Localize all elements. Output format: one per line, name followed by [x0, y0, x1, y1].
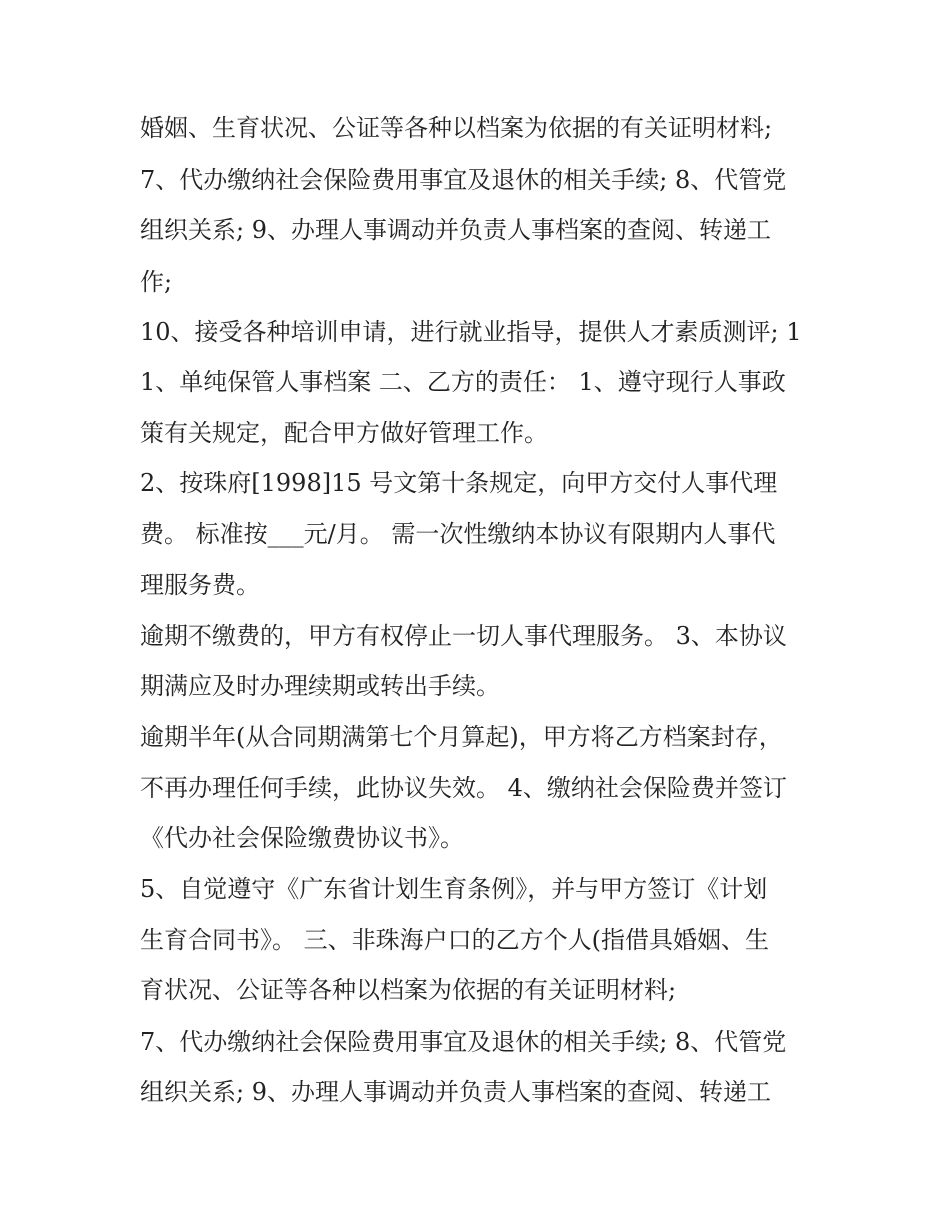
text-line: 理服务费。	[140, 571, 260, 599]
text-line: 逾期半年(从合同期满第七个月算起)，甲方将乙方档案封存，	[140, 723, 783, 751]
text-line: 策有关规定，配合甲方做好管理工作。	[140, 419, 548, 447]
text-line: 生育合同书》。 三、非珠海户口的乙方个人(指借具婚姻、生	[140, 926, 769, 954]
text-line: 7、代办缴纳社会保险费用事宜及退休的相关手续; 8、代管党	[140, 1028, 787, 1056]
text-line: 作;	[140, 268, 173, 296]
text-line: 10、接受各种培训申请，进行就业指导，提供人才素质测评; 1	[140, 318, 802, 346]
text-line: 婚姻、生育状况、公证等各种以档案为依据的有关证明材料;	[140, 114, 773, 142]
text-line: 组织关系; 9、办理人事调动并负责人事档案的查阅、转递工	[140, 1078, 771, 1106]
text-line: 《代办社会保险缴费协议书》。	[140, 824, 464, 852]
text-line: 不再办理任何手续，此协议失效。 4、缴纳社会保险费并签订	[140, 774, 787, 802]
text-line: 2、按珠府[1998]15 号文第十条规定，向甲方交付人事代理	[140, 469, 778, 497]
text-line: 5、自觉遵守《广东省计划生育条例》，并与甲方签订《计划	[140, 875, 768, 903]
text-line: 期满应及时办理续期或转出手续。	[140, 672, 500, 700]
text-line: 费。 标准按___元/月。 需一次性缴纳本协议有限期内人事代	[140, 520, 776, 548]
text-line: 7、代办缴纳社会保险费用事宜及退休的相关手续; 8、代管党	[140, 166, 787, 194]
text-line: 逾期不缴费的，甲方有权停止一切人事代理服务。 3、本协议	[140, 622, 787, 650]
text-line: 育状况、公证等各种以档案为依据的有关证明材料;	[140, 976, 677, 1004]
text-line: 组织关系; 9、办理人事调动并负责人事档案的查阅、转递工	[140, 216, 771, 244]
text-line: 1、单纯保管人事档案 二、乙方的责任： 1、遵守现行人事政	[140, 368, 786, 396]
